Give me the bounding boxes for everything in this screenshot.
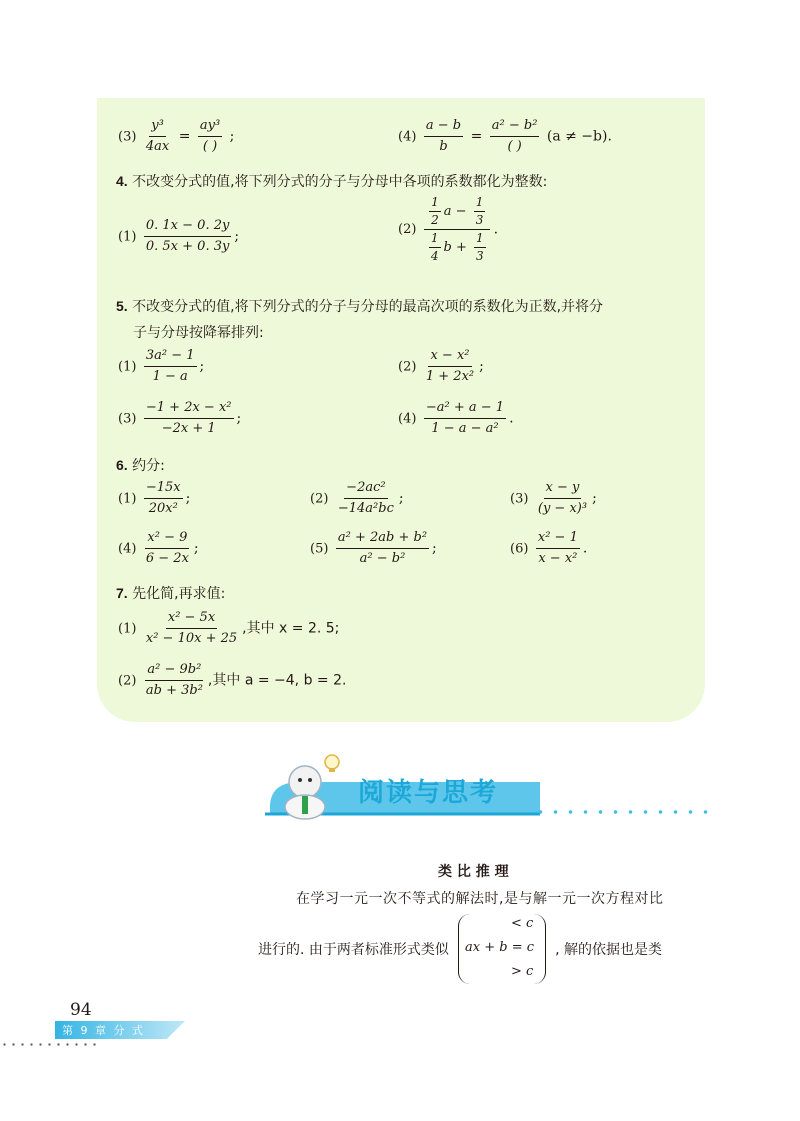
q7-prompt: 7. 先化简,再求值: [116, 585, 226, 602]
footer-dotted-rule [0, 1043, 100, 1046]
reading-section-title: 阅读与思考 [358, 778, 499, 808]
q4-prompt: 4. 不改变分式的值,将下列分式的分子与分母中各项的系数都化为整数: [116, 173, 548, 190]
q5-item3: (3) $\frac{\text{−1 + 2x − x²}}{-2x + 1}$ ; [118, 400, 242, 436]
q6-item5: (5) $\frac{\text{a² + 2ab + b²}}{\text{a² − b²}}$ ; [310, 530, 437, 566]
q7-item1: (1) $\frac{\text{x² − 5x}}{\text{x² − 10x + 25}}$ ,其中 x = 2. 5; [118, 610, 340, 646]
article-title: 类 比 推 理 [438, 864, 509, 880]
reading-dotted-rule [533, 810, 713, 814]
inequality-bracket: < c ax + b = c > c [458, 914, 546, 984]
q6-item1: (1) $\frac{-15x}{\text{20x²}}$ ; [118, 480, 191, 516]
lightbulb-icon [325, 755, 339, 772]
q5-prompt-line1: 5. 不改变分式的值,将下列分式的分子与分母的最高次项的系数化为正数,并将分 [116, 298, 604, 315]
q6-item6: (6) $\frac{\text{x² − 1}}{\text{x − x²}}$ . [510, 530, 588, 566]
q5-prompt-line2: 子与分母按降幂排列: [133, 325, 264, 341]
q4-item1: (1) $\frac{0. 1x - 0. 2y}{0. 5x + 0. 3y}$ ; [118, 218, 240, 254]
q6-prompt: 6. 约分: [116, 457, 165, 474]
chapter-label: 第 9 章 分 式 [62, 1024, 145, 1037]
page-number: 94 [70, 1000, 92, 1020]
paragraph-line2: 进行的. 由于两者标准形式类似 < c ax + b = c > c , 解的依据也是类 [258, 914, 662, 984]
q3-item3: (3) $\frac{\text{y³}}{4ax}$ = $\frac{\text{ay³}}{( )}$ ; [118, 118, 235, 154]
q5-item2: (2) $\frac{\text{x − x²}}{\text{1 + 2x²}}$ ; [398, 348, 484, 384]
q5-item4: (4) $\frac{\text{−a² + a − 1}}{\text{1 − a − a²}}$ . [398, 400, 514, 436]
q7-item2: (2) $\frac{\text{a² − 9b²}}{\text{ab + 3b²}}$ ,其中 a = −4, b = 2. [118, 662, 347, 698]
q3-item4: (4) $\frac{a - b}{b}$ = $\frac{\text{a² − b²}}{( )}$ (a ≠ −b). [398, 118, 612, 154]
q5-item1: (1) $\frac{\text{3a² − 1}}{1 - a}$ ; [118, 348, 205, 384]
paragraph-line1: 在学习一元一次不等式的解法时,是与解一元一次方程对比 [296, 891, 664, 907]
q4-item2: (2) $\frac{1}{2}$ a − $\frac{1}{3}$ $\frac{1}{4}$ b + $\frac{1}{3}$ . [398, 195, 499, 263]
q6-item4: (4) $\frac{\text{x² − 9}}{6 - 2x}$ ; [118, 530, 199, 566]
q6-item2: (2) $\frac{\text{−2ac²}}{\text{−14a²bc}}$ ; [310, 480, 404, 516]
q6-item3: (3) $\frac{x - y}{\text{(y − x)³}}$ ; [510, 480, 597, 516]
